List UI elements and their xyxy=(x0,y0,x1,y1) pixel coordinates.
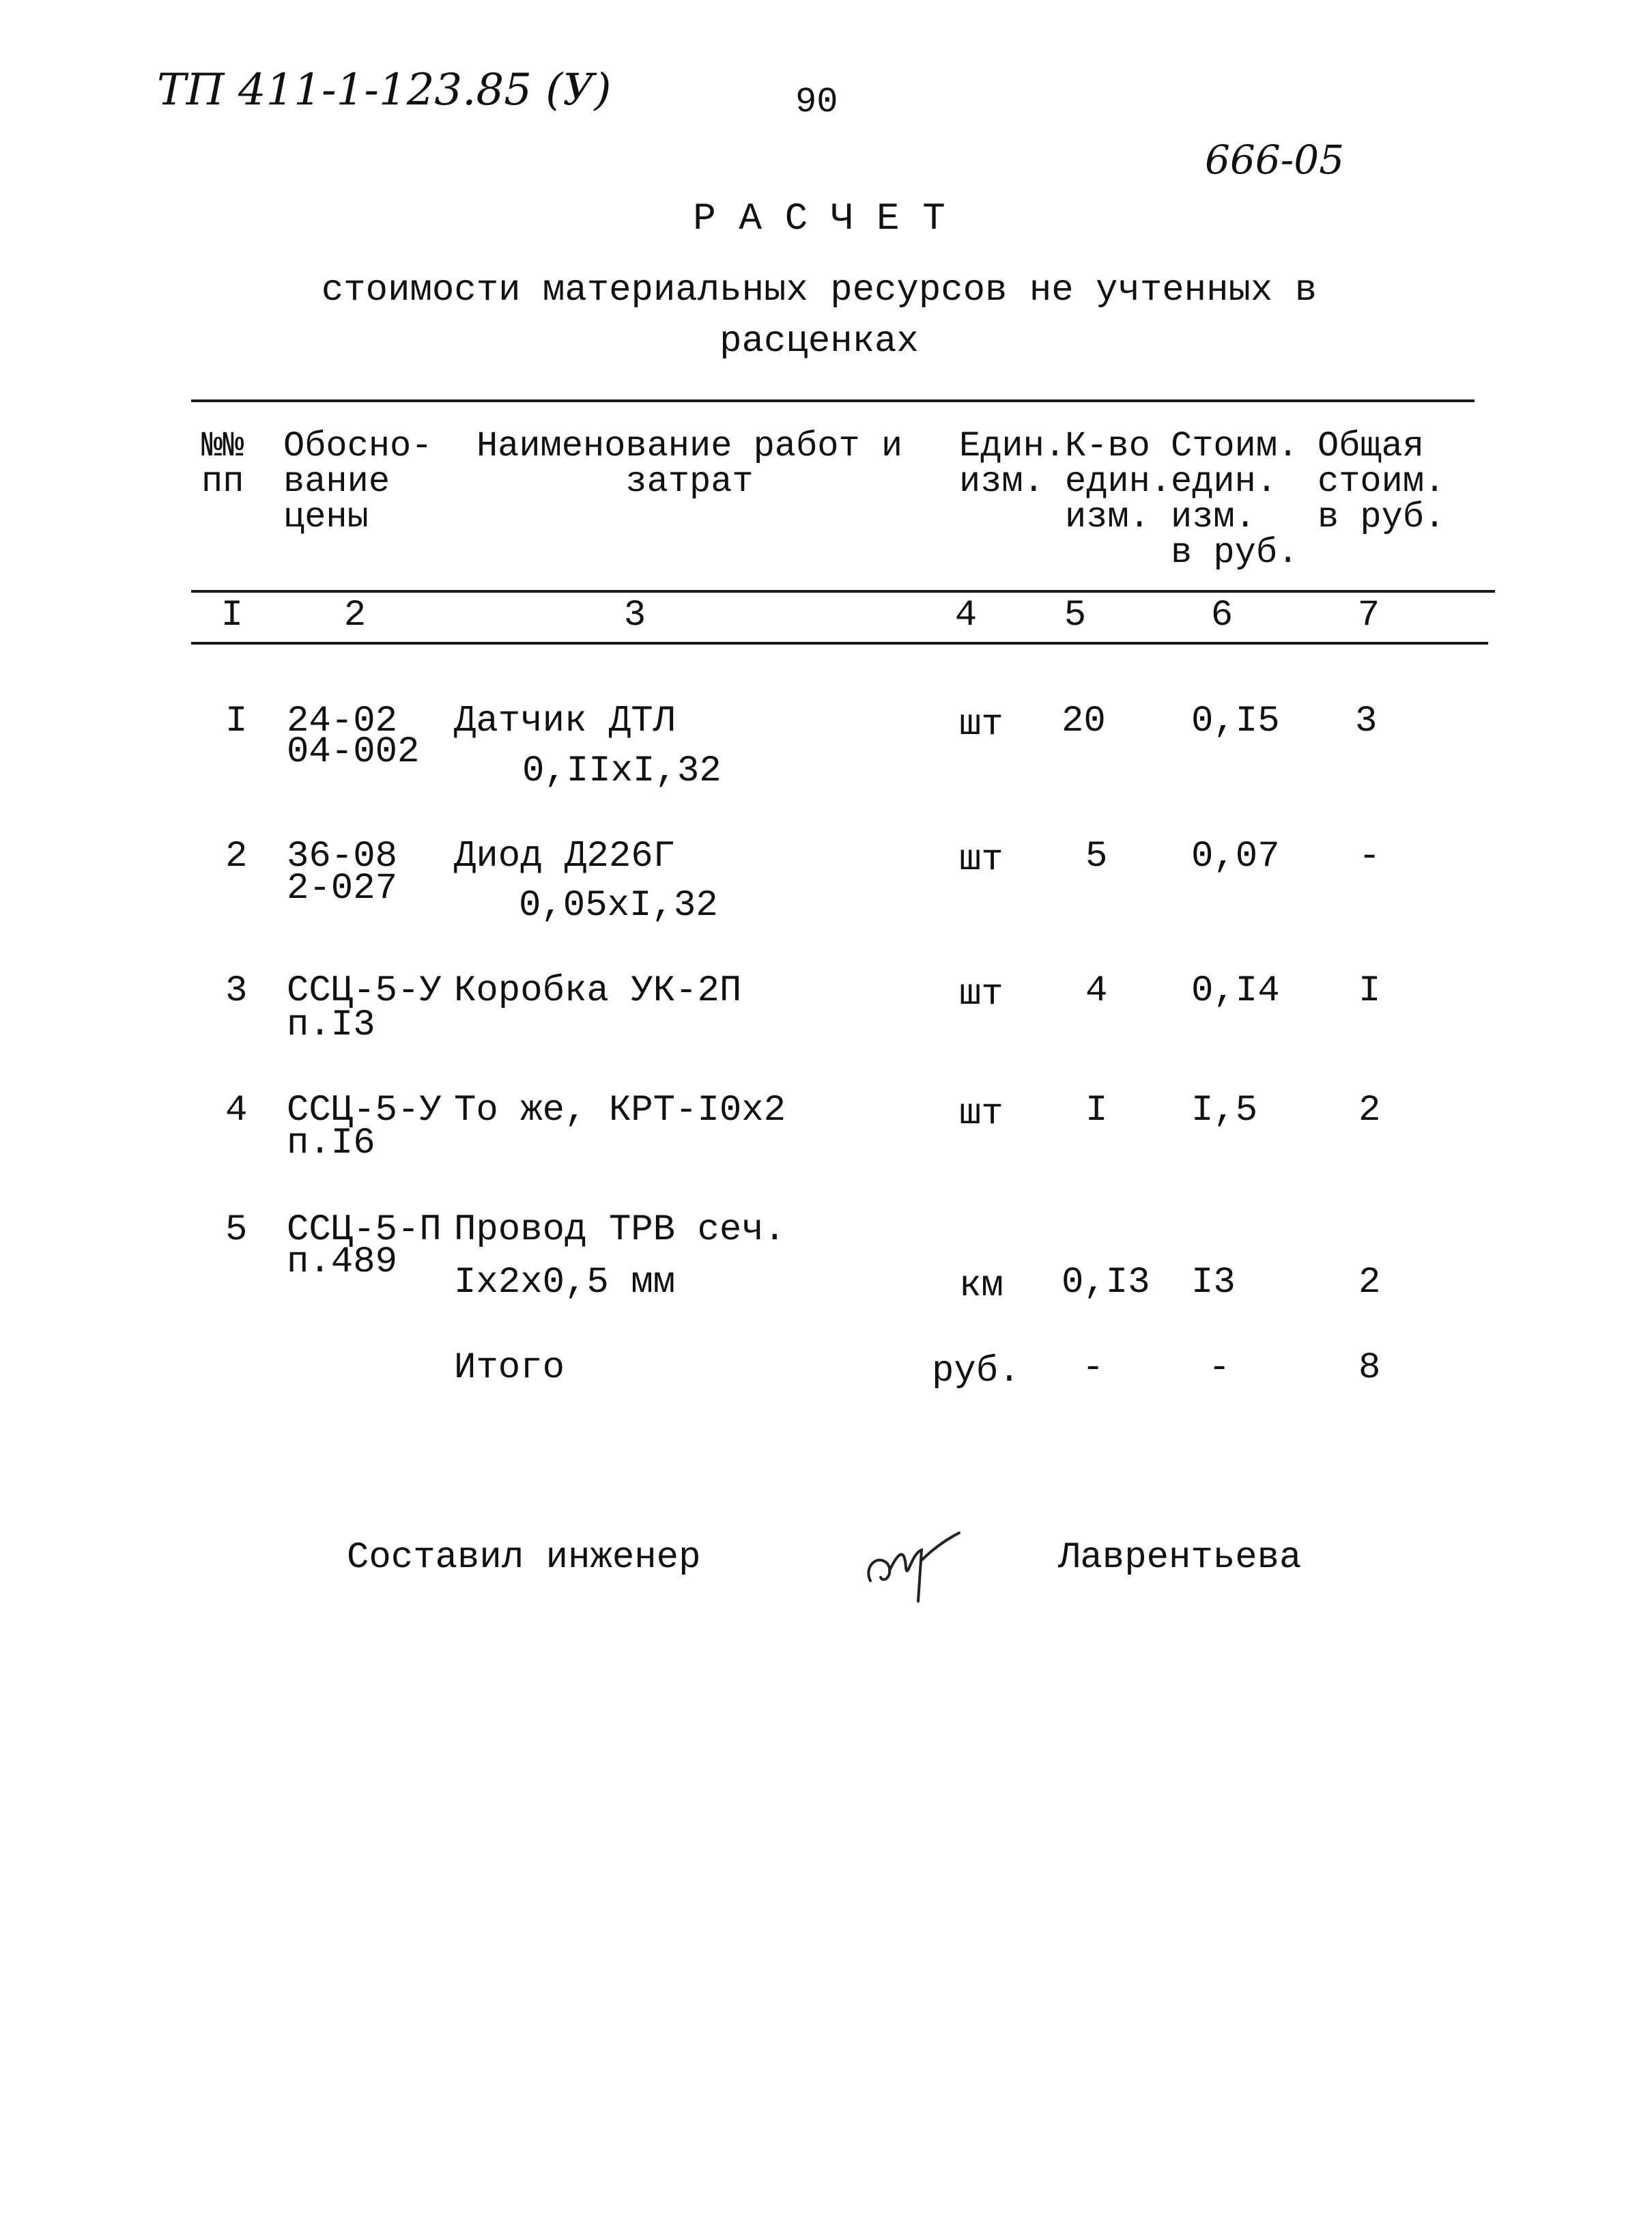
row-name: То же, КРТ-I0x2 xyxy=(454,1090,786,1131)
row-total: - xyxy=(1358,836,1381,877)
row-qty: 5 xyxy=(1085,836,1108,877)
row-basis-line2: п.489 xyxy=(287,1241,398,1283)
column-header-6: Стоим. един. изм. в руб. xyxy=(1171,426,1299,573)
column-header-3: Наименование работ и затрат xyxy=(476,426,903,502)
total-value: 8 xyxy=(1358,1347,1381,1389)
row-basis-line2: п.I3 xyxy=(287,1004,375,1046)
signature xyxy=(857,1512,973,1608)
row-basis-line1: ССЦ-5-У xyxy=(287,1090,442,1131)
document-subtitle-line2: расценках xyxy=(720,321,919,363)
page-number: 90 xyxy=(795,82,838,122)
column-number: 4 xyxy=(954,595,978,636)
row-number: 4 xyxy=(225,1090,248,1131)
total-unit: руб. xyxy=(932,1351,1021,1392)
row-unit-cost: I,5 xyxy=(1191,1090,1258,1131)
row-basis-line2: п.I6 xyxy=(287,1123,375,1164)
table-top-rule xyxy=(191,399,1475,402)
row-basis-line2: 2-027 xyxy=(287,868,398,910)
sheet-code: 666-05 xyxy=(1205,137,1345,183)
column-header-4: Един. изм. xyxy=(959,426,1066,502)
column-number: 7 xyxy=(1357,595,1380,636)
total-label: Итого xyxy=(454,1347,565,1389)
total-unit-cost: - xyxy=(1208,1347,1231,1389)
column-number: I xyxy=(220,595,244,636)
row-qty: 20 xyxy=(1062,701,1106,742)
document-title: Р А С Ч Е Т xyxy=(693,197,945,240)
row-number: I xyxy=(225,701,248,742)
column-header-1: №№ пп xyxy=(201,426,244,502)
row-number: 3 xyxy=(225,970,248,1012)
row-qty: I xyxy=(1085,1090,1108,1131)
signer-name: Лаврентьева xyxy=(1058,1537,1302,1579)
column-number: 6 xyxy=(1210,595,1234,636)
row-unit-cost: I3 xyxy=(1191,1262,1236,1304)
row-name-detail: 0,IIxI,32 xyxy=(522,750,722,792)
row-unit: шт xyxy=(959,1093,1003,1135)
row-unit: км xyxy=(959,1265,1003,1307)
column-number: 5 xyxy=(1064,595,1087,636)
row-name: Датчик ДТЛ xyxy=(454,701,676,742)
row-basis-line1: ССЦ-5-П xyxy=(287,1209,442,1251)
row-qty: 4 xyxy=(1085,970,1108,1012)
row-number: 5 xyxy=(225,1209,248,1251)
row-basis-line1: 36-08 xyxy=(287,836,398,877)
row-name: Диод Д226Г xyxy=(454,836,676,877)
row-unit: шт xyxy=(959,839,1003,881)
document-subtitle-line1: стоимости материальных ресурсов не учтенных в xyxy=(321,270,1318,311)
row-name: Коробка УК-2П xyxy=(454,970,742,1012)
row-total: 3 xyxy=(1355,701,1378,742)
row-number: 2 xyxy=(225,836,248,877)
row-qty: 0,I3 xyxy=(1062,1262,1150,1304)
row-total: 2 xyxy=(1358,1090,1381,1131)
column-header-5: К-во един. изм. xyxy=(1065,426,1172,537)
column-number: 3 xyxy=(623,595,646,636)
row-unit-cost: 0,I4 xyxy=(1191,970,1280,1012)
row-basis-line1: ССЦ-5-У xyxy=(287,970,442,1012)
table-header-rule xyxy=(191,590,1495,593)
row-name-detail: 0,05xI,32 xyxy=(519,885,718,927)
compiled-by-label: Составил инженер xyxy=(347,1537,701,1579)
row-name-detail: Ix2x0,5 мм xyxy=(454,1262,676,1304)
total-qty: - xyxy=(1082,1347,1105,1389)
project-code: ТП 411-1-123.85 (У) xyxy=(157,65,612,115)
row-basis-line2: 04-002 xyxy=(287,731,420,773)
row-unit: шт xyxy=(959,704,1003,746)
column-header-2: Обосно- вание цены xyxy=(283,426,433,537)
row-unit-cost: 0,07 xyxy=(1191,836,1280,877)
column-header-7: Общая стоим. в руб. xyxy=(1318,426,1446,537)
row-unit-cost: 0,I5 xyxy=(1191,701,1280,742)
row-name: Провод ТРВ сеч. xyxy=(454,1209,786,1251)
column-number: 2 xyxy=(343,595,367,636)
row-total: 2 xyxy=(1358,1262,1381,1304)
row-basis-line1: 24-02 xyxy=(287,701,398,742)
column-numbers-rule xyxy=(191,642,1488,645)
row-unit: шт xyxy=(959,974,1003,1015)
row-total: I xyxy=(1358,970,1381,1012)
